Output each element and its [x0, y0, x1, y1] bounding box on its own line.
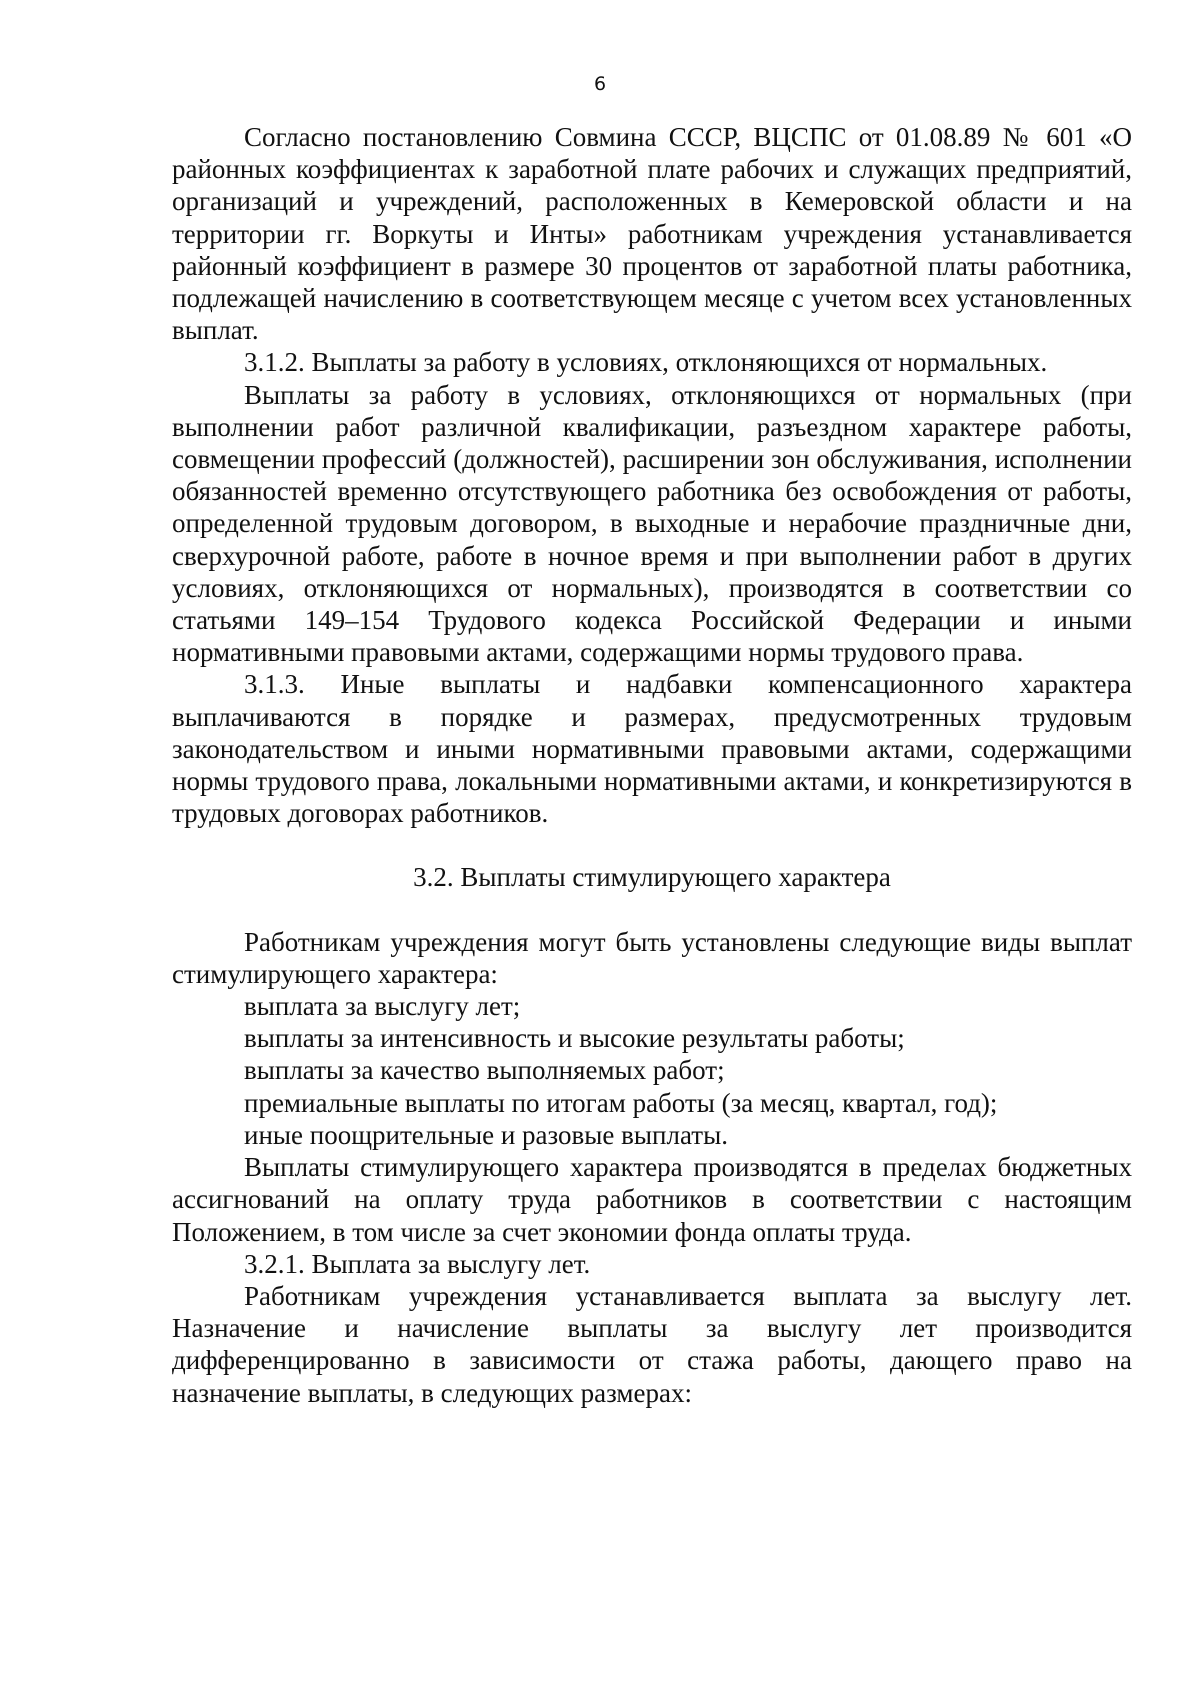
paragraph-regional-coefficient: Согласно постановлению Совмина СССР, ВЦСПС от 01.08.89 № 601 «О районных коэффициентах к заработной плате рабочих и служащих предприятий, организаций и учреждений, расположенных в Кемеровской области и на территории гг. Воркуты и Инты» работникам учреждения устанавливается районный коэффициент в размере 30 процентов от заработной платы работника, подлежащей начислению в соответствующем месяце с учетом всех установленных выплат.	[172, 122, 1132, 346]
subsection-3-1-2-title: 3.1.2. Выплаты за работу в условиях, отклоняющихся от нормальных.	[244, 347, 1048, 378]
section-heading-3-2: 3.2. Выплаты стимулирующего характера	[413, 862, 891, 893]
page-number: 6	[593, 73, 607, 95]
subsection-3-2-1-title: 3.2.1. Выплата за выслугу лет.	[244, 1248, 591, 1279]
list-item: премиальные выплаты по итогам работы (за месяц, квартал, год);	[244, 1087, 998, 1118]
paragraph-seniority-payment: Работникам учреждения устанавливается выплата за выслугу лет. Назначение и начисление выплаты за выслугу лет производится дифференцированно в зависимости от стажа работы, дающего право на назначение выплаты, в следующих размерах:	[172, 1280, 1132, 1408]
list-item: иные поощрительные и разовые выплаты.	[244, 1119, 728, 1150]
spacer	[172, 829, 1132, 861]
list-item: выплаты за качество выполняемых работ;	[244, 1055, 725, 1086]
document-body	[172, 121, 1132, 1409]
paragraph-abnormal-conditions: Выплаты за работу в условиях, отклоняющихся от нормальных (при выполнении работ различной квалификации, разъездном характере работы, совмещении профессий (должностей), расширении зон обслуживания, исполнении обязанностей временно отсутствующего работника без освобождения от работы, определенной трудовым договором, в выходные и нерабочие праздничные дни, сверхурочной работе, работе в ночное время и при выполнении работ в других условиях, отклоняющихся от нормальных), производятся в соответствии со статьями 149–154 Трудового кодекса Российской Федерации и иными нормативными правовыми актами, содержащими нормы трудового права.	[172, 379, 1132, 668]
list-item: выплаты за интенсивность и высокие результаты работы;	[244, 1023, 905, 1054]
list-item: выплата за выслугу лет;	[244, 991, 521, 1022]
paragraph-3-1-3: 3.1.3. Иные выплаты и надбавки компенсационного характера выплачиваются в порядке и размерах, предусмотренных трудовым законодательством и иными нормативными правовыми актами, содержащими нормы трудового права, локальными нормативными актами, и конкретизируются в трудовых договорах работников.	[172, 669, 1132, 829]
paragraph-incentive-limits: Выплаты стимулирующего характера производятся в пределах бюджетных ассигнований на оплату труда работников в соответствии с настоящим Положением, в том числе за счет экономии фонда оплаты труда.	[172, 1152, 1132, 1247]
paragraph-incentive-intro: Работникам учреждения могут быть установлены следующие виды выплат стимулирующего характера:	[172, 926, 1132, 989]
spacer	[172, 894, 1132, 926]
